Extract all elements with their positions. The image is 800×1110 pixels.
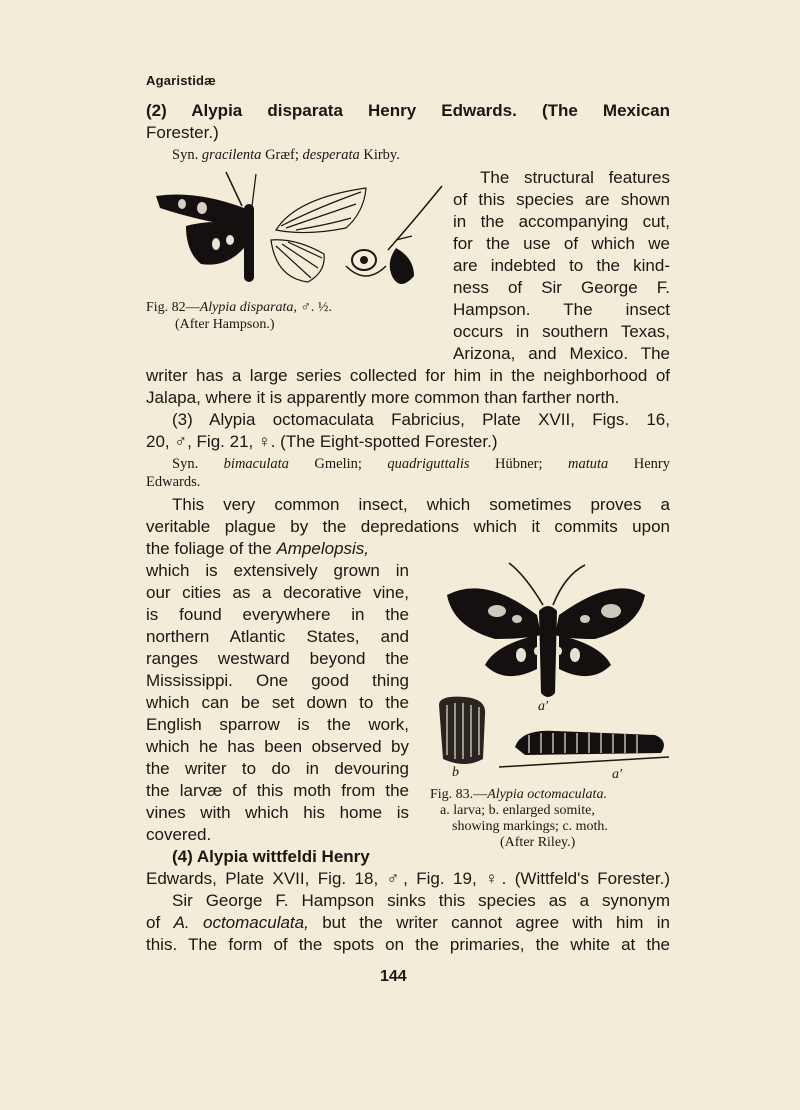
section-4-line3: Sir George F. Hampson sinks this species as a synonym [172, 891, 670, 910]
figure-83-caption-line4: (After Riley.) [500, 835, 576, 850]
running-head: Agaristidæ [146, 73, 216, 88]
para2-line16: covered. [146, 825, 212, 844]
figure-83-illustration [425, 555, 675, 785]
para2-line1: This very common insect, which sometimes proves a [172, 495, 670, 514]
para2-line7: northern Atlantic States, and [146, 627, 409, 646]
section-4-heading: (4) Alypia wittfeldi Henry [172, 847, 370, 866]
section-4-heading-cont: Edwards, Plate XVII, Fig. 18, ♂, Fig. 19, ♀. (Wittfeld's Forester.) [146, 869, 670, 888]
page-number: 144 [380, 968, 407, 985]
moth-83 [447, 563, 645, 697]
para2-line3: the foliage of the Ampelopsis, [146, 539, 370, 558]
para1-line2: of this species are shown [453, 190, 670, 209]
section-4-line5: this. The form of the spots on the primaries, the white at the [146, 935, 670, 954]
para1-line5: are indebted to the kind- [453, 256, 670, 275]
figure-83-label-a: a' [612, 767, 622, 782]
para1-line8: occurs in southern Texas, [453, 322, 670, 341]
para2-line2: veritable plague by the depredations which it commits upon [146, 517, 670, 536]
para2-line10: which can be set down to the [146, 693, 409, 712]
section-3-synonyms-cont: Edwards. [146, 474, 201, 490]
section-4-line4: of A. octomaculata, but the writer cannot agree with him in [146, 913, 671, 932]
para2-line14: the larvæ of this moth from the [146, 781, 409, 800]
para2-line8: ranges westward beyond the [146, 649, 409, 668]
somite-detail-83 [439, 697, 485, 764]
para2-line6: is found everywhere in the [146, 605, 409, 624]
section-3-heading-cont: 20, ♂, Fig. 21, ♀. (The Eight-spotted Forester.) [146, 432, 498, 451]
section-2-heading: (2) Alypia disparata Henry Edwards. (The Mexican [146, 101, 670, 120]
figure-83-caption-line2: a. larva; b. enlarged somite, [440, 803, 595, 818]
para1-line6: ness of Sir George F. [453, 278, 670, 297]
para2-line5: our cities as a decorative vine, [146, 583, 409, 602]
section-3-synonyms: Syn. bimaculata Gmelin; quadriguttalis Hübner; matuta Henry [172, 456, 670, 472]
para1-line10: writer has a large series collected for him in the neighborhood of [146, 366, 670, 385]
wing-venation-82 [271, 188, 366, 282]
figure-82-illustration [146, 168, 446, 298]
section-3-heading: (3) Alypia octomaculata Fabricius, Plate XVII, Figs. 16, [172, 410, 670, 429]
figure-83-caption-line3: showing markings; c. moth. [452, 819, 608, 834]
section-2-heading-cont: Forester.) [146, 123, 219, 142]
para1-line9: Arizona, and Mexico. The [453, 344, 670, 363]
larva-83 [499, 731, 669, 767]
para2-line4: which is extensively grown in [146, 561, 409, 580]
para2-line13: the writer to do in devouring [146, 759, 409, 778]
para2-line11: English sparrow is the work, [146, 715, 409, 734]
figure-83-label-b: b [452, 765, 459, 780]
figure-83-caption: Fig. 83.—Alypia octomaculata. [430, 787, 607, 802]
para1-line3: in the accompanying cut, [453, 212, 670, 231]
figure-82-caption: Fig. 82—Alypia disparata, ♂. ½. [146, 300, 332, 315]
para1-line4: for the use of which we [453, 234, 670, 253]
para2-line12: which he has been observed by [146, 737, 409, 756]
head-detail-82 [346, 250, 386, 276]
para1-line1: The structural features [480, 168, 670, 187]
para1-line7: Hampson. The insect [453, 300, 670, 319]
para1-line11: Jalapa, where it is apparently more common than farther north. [146, 388, 620, 407]
figure-82-caption-source: (After Hampson.) [175, 317, 275, 332]
moth-82 [156, 172, 256, 282]
para2-line15: vines with which his home is [146, 803, 409, 822]
para2-line9: Mississippi. One good thing [146, 671, 409, 690]
antenna-detail-82 [388, 186, 442, 284]
section-2-synonyms: Syn. gracilenta Græf; desperata Kirby. [172, 147, 400, 163]
figure-83-label-a-top: a' [538, 699, 548, 714]
